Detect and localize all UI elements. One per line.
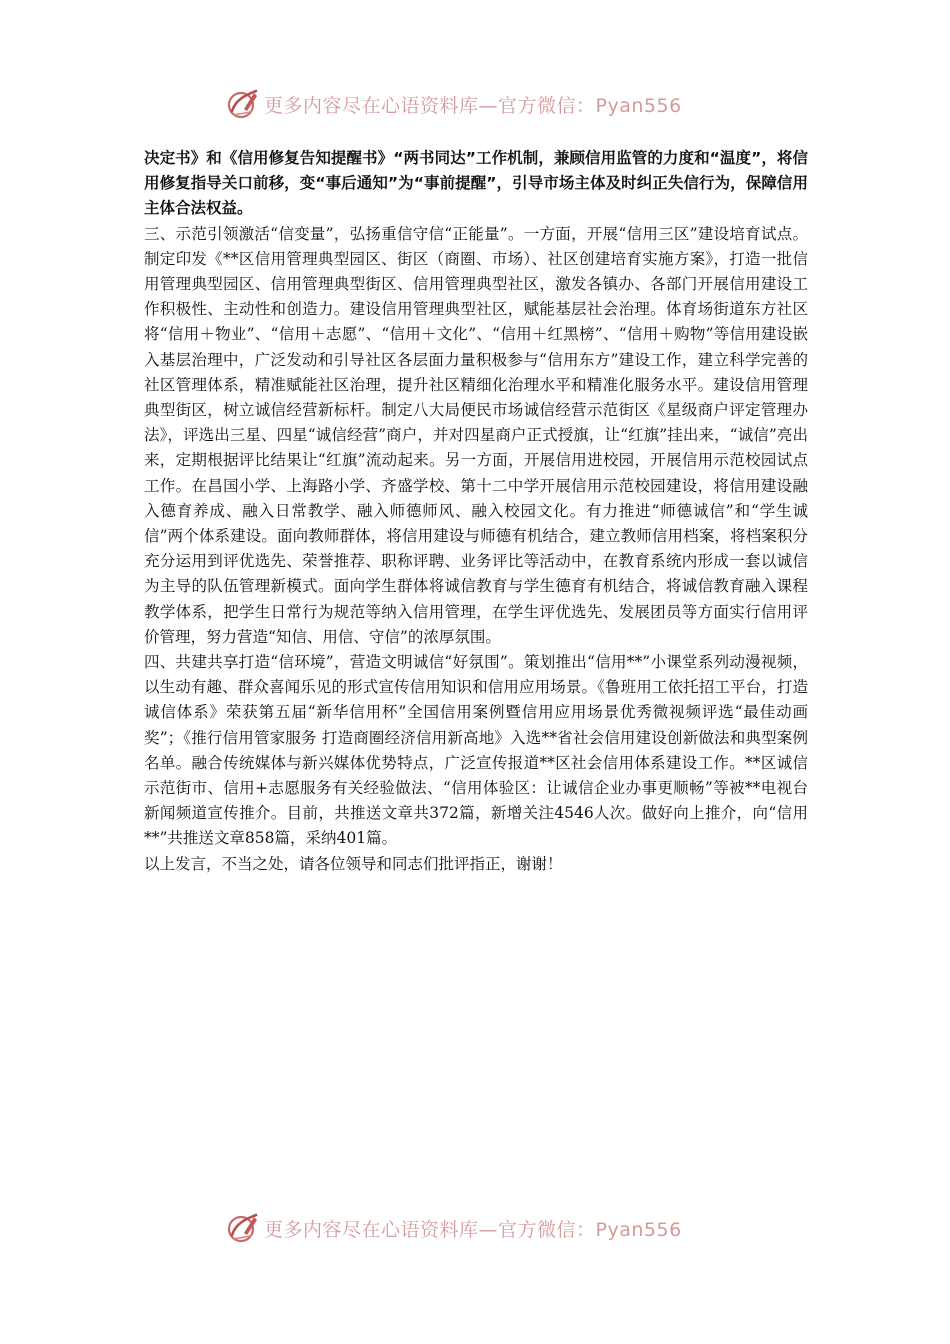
header-watermark [226,86,726,122]
document-body [144,146,808,877]
paragraph-continuation: 决定书》和《信用修复告知提醒书》“两书同达”工作机制，兼顾信用监管的力度和“温度”，将信用修复指导关口前移，变“事后通知”为“事前提醒”，引导市场主体及时纠正失信行为，保障信用主体合法权益。 [144,149,808,218]
footer-watermark [226,1210,726,1246]
paragraph-section-four: 四、共建共享打造“信环境”，营造文明诚信“好氛围”。策划推出“信用**”小课堂系列动漫视频，以生动有趣、群众喜闻乐见的形式宣传信用知识和信用应用场景。《鲁班用工依托招工平台，打造诚信体系》荣获第五届“新华信用杯”全国信用案例暨信用应用场景优秀微视频评选“最佳动画奖”；《推行信用管家服务 打造商圈经济信用新高地》入选**省社会信用建设创新做法和典型案例名单。融合传统媒体与新兴媒体优势特点，广泛宣传报道**区社会信用体系建设工作。**区诚信示范街市、信用+志愿服务有关经验做法、“信用体验区：让诚信企业办事更顺畅”等被**电视台新闻频道宣传推介。目前，共推送文章共372篇，新增关注4546人次。做好向上推介，向“信用**”共推送文章858篇，采纳401篇。 [144,653,808,848]
pen-nib-swirl-icon [226,1211,260,1245]
watermark-text: 更多内容尽在心语资料库—官方微信：Pyan556 [264,1218,682,1241]
paragraph-section-three: 三、示范引领激活“信变量”，弘扬重信守信“正能量”。一方面，开展“信用三区”建设培育试点。制定印发《**区信用管理典型园区、街区（商圈、市场）、社区创建培育实施方案》，打造一批信用管理典型园区、信用管理典型街区、信用管理典型社区，激发各镇办、各部门开展信用建设工作积极性、主动性和创造力。建设信用管理典型社区，赋能基层社会治理。体育场街道东方社区将“信用＋物业”、“信用＋志愿”、“信用＋文化”、“信用＋红黑榜”、“信用＋购物”等信用建设嵌入基层治理中，广泛发动和引导社区各层面力量积极参与“信用东方”建设工作，建立科学完善的社区管理体系，精准赋能社区治理，提升社区精细化治理水平和精准化服务水平。建设信用管理典型街区，树立诚信经营新标杆。制定八大局便民市场诚信经营示范街区《星级商户评定管理办法》，评选出三星、四星“诚信经营”商户，并对四星商户正式授旗，让“红旗”挂出来，“诚信”亮出来，定期根据评比结果让“红旗”流动起来。另一方面，开展信用进校园，开展信用示范校园试点工作。在昌国小学、上海路小学、齐盛学校、第十二中学开展信用示范校园建设，将信用建设融入德育养成、融入日常教学、融入师德师风、融入校园文化。有力推进“师德诚信”和“学生诚信”两个体系建设。面向教师群体，将信用建设与师德有机结合，建立教师信用档案，将档案积分充分运用到评优选先、荣誉推荐、职称评聘、业务评比等活动中，在教育系统内形成一套以诚信为主导的队伍管理新模式。面向学生群体将诚信教育与学生德育有机结合，将诚信教育融入课程教学体系，把学生日常行为规范等纳入信用管理，在学生评优选先、发展团员等方面实行信用评价管理，努力营造“知信、用信、守信”的浓厚氛围。 [144,224,808,646]
pen-nib-swirl-icon [226,87,260,121]
paragraph-closing: 以上发言，不当之处，请各位领导和同志们批评指正，谢谢！ [144,854,563,873]
watermark-text: 更多内容尽在心语资料库—官方微信：Pyan556 [264,94,682,117]
